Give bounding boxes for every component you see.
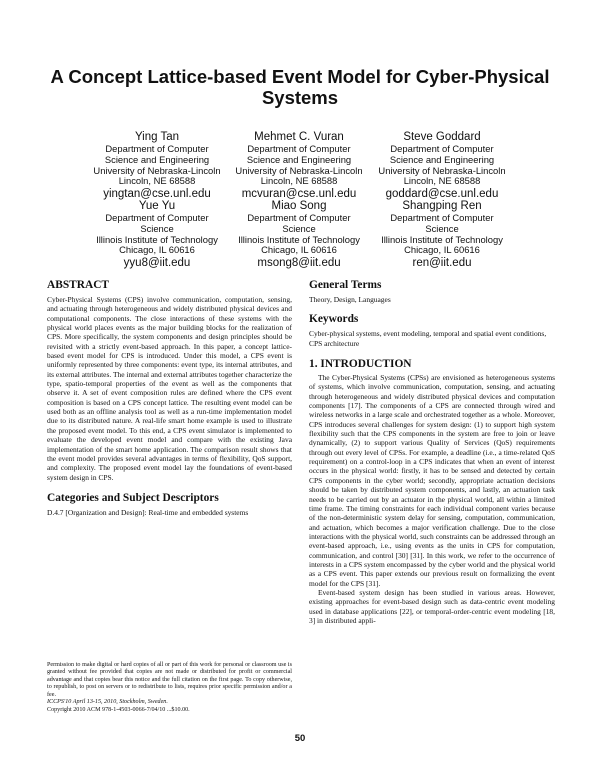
categories-text: D.4.7 [Organization and Design]: Real-time and embedded systems	[47, 507, 249, 517]
copyright-text: Copyright 2010 ACM 978-1-4503-0066-7/04/10 ...$10.00.	[47, 706, 190, 713]
author-affiliation: Lincoln, NE 68588	[118, 175, 196, 187]
author-name: Steve Goddard	[403, 131, 481, 143]
author-email: msong8@iit.edu	[257, 257, 341, 270]
author-block	[224, 130, 374, 201]
left-column	[47, 278, 292, 517]
author-affiliation: Science	[425, 222, 459, 234]
author-affiliation: Chicago, IL 60616	[404, 244, 480, 256]
author-email: yyu8@iit.edu	[123, 257, 191, 270]
author-affiliation: Lincoln, NE 68588	[260, 175, 338, 187]
author-affiliation: Department of Computer	[247, 212, 351, 223]
general-terms-heading: General Terms	[309, 279, 382, 291]
keywords-heading: Keywords	[309, 313, 359, 326]
conference-info: ICCPS'10 April 13-15, 2010, Stockholm, Sweden.	[47, 699, 168, 706]
keywords-text: Cyber-physical systems, event modeling, temporal and spatial event conditions, CPS architecture	[309, 329, 547, 348]
intro-paragraph: Event-based system design has been studied in various areas. However, existing approaches for event-based design such as data-centric event modeling used in database applications [22], or temporal-order-centric event modeling [18, 3] in distributed appli-	[309, 587, 555, 625]
author-email: goddard@cse.unl.edu	[385, 188, 499, 201]
author-block	[224, 199, 374, 270]
author-affiliation: Science and Engineering	[389, 153, 495, 165]
page-number: 50	[294, 733, 306, 744]
author-affiliation: Department of Computer	[247, 143, 351, 154]
author-affiliation: Department of Computer	[390, 143, 494, 154]
author-affiliation: University of Nebraska-Lincoln	[235, 164, 363, 176]
introduction-heading: 1. INTRODUCTION	[309, 358, 412, 371]
author-affiliation: Chicago, IL 60616	[119, 244, 195, 256]
general-terms-text: Theory, Design, Languages	[309, 295, 391, 304]
author-affiliation: Science and Engineering	[246, 153, 352, 165]
author-name: Miao Song	[271, 200, 327, 212]
author-block	[82, 130, 232, 201]
author-affiliation: Lincoln, NE 68588	[403, 175, 481, 187]
permission-text: Permission to make digital or hard copies of all or part of this work for personal or classroom use is granted without fee provided that copies are not made or distributed for profit or commercial advantage and that copies bear this notice and the full citation on the first page. To copy otherwise, to republish, to post on servers or to redistribute to lists, requires prior specific permission and/or a fee.	[47, 662, 292, 698]
author-affiliation: University of Nebraska-Lincoln	[378, 164, 506, 176]
author-affiliation: Department of Computer	[105, 212, 209, 223]
author-affiliation: Illinois Institute of Technology	[381, 233, 503, 245]
author-affiliation: Illinois Institute of Technology	[96, 233, 218, 245]
author-email: mcvuran@cse.unl.edu	[241, 188, 357, 201]
paper-title: A Concept Lattice-based Event Model for Cyber-Physical Systems	[50, 66, 550, 108]
author-affiliation: Science and Engineering	[104, 153, 210, 165]
author-affiliation: Chicago, IL 60616	[261, 244, 337, 256]
author-email: ren@iit.edu	[412, 257, 472, 270]
author-block	[82, 199, 232, 270]
author-affiliation: University of Nebraska-Lincoln	[93, 164, 221, 176]
author-name: Shangping Ren	[402, 200, 482, 212]
author-name: Mehmet C. Vuran	[254, 131, 344, 143]
categories-heading: Categories and Subject Descriptors	[47, 491, 219, 504]
author-affiliation: Department of Computer	[105, 143, 209, 154]
author-block	[367, 199, 517, 270]
intro-paragraph: The Cyber-Physical Systems (CPSs) are envisioned as heterogeneous systems of systems, which involve communication, computation, sensing, and actuating through heterogeneous and widely distributed physical devices and computation components [17]. The components of a CPS are connected through wired and wireless networks in a large scale and orchestrated together as a whole. Moreover, CPS introduces several challenges for system design: (1) to support high system flexibility such that the CPS components in the system are free to join or leave dynamically, (2) to support various Quality of Services (QoS) requirements through out every level of CPSs. For example, a deadline (i.e., a time-related QoS requirement) on a control-loop in a CPS indicates that when an event of interest occurs in the physical world: firstly, it has to be sensed and detected by certain CPS components in the cyber world; secondly, appropriate actuation decisions should be taken by distributed system components, and lastly, an actuation task needs to be carried out by an actuator in the physical world, all within a limited time frame. The timing constraints for each individual component varies because of the non-deterministic system delay for sensing, computation, communication, and actuation, which becomes a major verification challenge. Due to the close interactions with the physical world, such constraints can be addressed through an event-based approach, i.e., using events as the units in CPS for computation, communication, and control [30] [31]. In this work, we refer to the occurrence of interests in a CPS system encompassed by the cyber world and the physical world as a CPS event. This paper extends our previous result on formalizing the event model for the CPS [31].	[309, 373, 555, 588]
author-affiliation: Department of Computer	[390, 212, 494, 223]
abstract-text: Cyber-Physical Systems (CPS) involve communication, computation, sensing, and actuating through heterogeneous and widely distributed physical devices and computational components. The close interactions of these systems with the physical world places events as the major building blocks for the realization of CPS. More specifically, the system components and design principles should be revisited with a strictly event-based approach. In this paper, a concept lattice-based event model for CPS is introduced. Under this model, a CPS event is uniformly represented by three components: event type, its internal attributes, and its external attributes. The internal and external attributes together characterize the type, spatio-temporal properties of the event as well as the components that observe it. A set of event composition rules are defined where the CPS event composition is based on a CPS concept lattice. The resulting event model can be used both as an offline analysis tool as well as a run-time implementation model due to its distributed nature. A real-life smart home example is used to illustrate the proposed event model. To this end, a CPS event simulator is implemented to evaluate the developed event model and compare with the existing Java implementation of the smart home application. The comparison result shows that the event model provides several advantages in terms of flexibility, QoS support, and complexity. The proposed event model lay the foundations of event-based system design in CPS.	[47, 295, 292, 482]
author-affiliation: Science	[140, 222, 174, 234]
author-name: Yue Yu	[138, 200, 176, 212]
author-affiliation: Science	[282, 222, 316, 234]
right-column	[309, 278, 555, 625]
author-affiliation: Illinois Institute of Technology	[238, 233, 360, 245]
author-block	[367, 130, 517, 201]
author-email: yingtan@cse.unl.edu	[103, 188, 211, 201]
author-name: Ying Tan	[134, 131, 180, 143]
abstract-heading: ABSTRACT	[47, 279, 110, 291]
permission-notice	[47, 662, 292, 714]
